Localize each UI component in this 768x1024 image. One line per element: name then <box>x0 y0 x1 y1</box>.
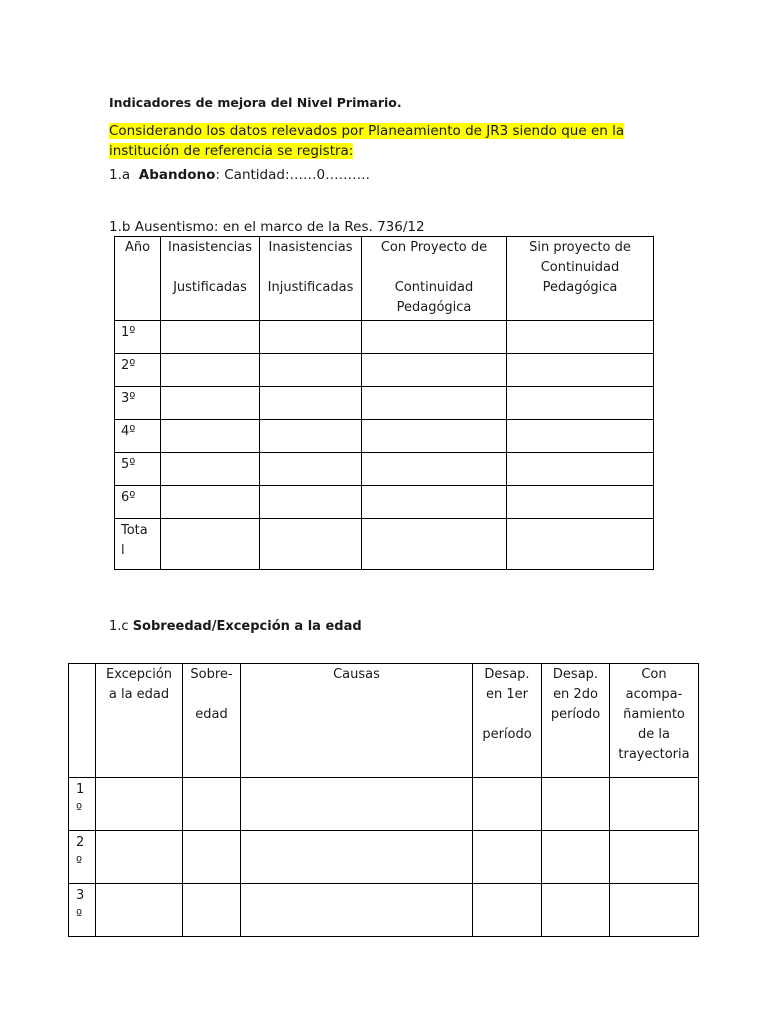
table-cell[interactable] <box>507 354 654 387</box>
table-cell[interactable] <box>241 831 473 884</box>
row-label: 1º <box>115 321 161 354</box>
header-causas: Causas <box>241 664 473 778</box>
table-cell[interactable] <box>161 387 260 420</box>
table-row <box>69 884 699 937</box>
row-label: 2º <box>115 354 161 387</box>
row-label: 3 º <box>69 884 96 937</box>
table-cell[interactable] <box>161 321 260 354</box>
table-row <box>115 453 654 486</box>
table-cell[interactable] <box>260 486 362 519</box>
table-cell[interactable] <box>473 884 542 937</box>
abandono-line <box>109 167 370 183</box>
table-cell[interactable] <box>362 420 507 453</box>
sobreedad-prefix: 1.c <box>109 619 133 634</box>
abandono-value: : Cantidad:……0………. <box>215 167 370 183</box>
header-desap-1er: Desap. en 1er período <box>473 664 542 778</box>
table-cell[interactable] <box>161 519 260 570</box>
table-row <box>115 486 654 519</box>
table-cell[interactable] <box>183 884 241 937</box>
table-cell[interactable] <box>96 778 183 831</box>
highlighted-intro-text: Considerando los datos relevados por Planeamiento de JR3 siendo que en la institución de referencia se registra: <box>109 123 625 159</box>
table-cell[interactable] <box>473 831 542 884</box>
table-cell[interactable] <box>362 387 507 420</box>
table-cell[interactable] <box>507 321 654 354</box>
abandono-prefix: 1.a <box>109 167 139 183</box>
ausentismo-heading: 1.b Ausentismo: en el marco de la Res. 736/12 <box>109 219 425 235</box>
table-cell[interactable] <box>161 354 260 387</box>
table-cell[interactable] <box>362 321 507 354</box>
row-label: 2 º <box>69 831 96 884</box>
table-cell[interactable] <box>507 519 654 570</box>
table-row <box>115 321 654 354</box>
table-cell[interactable] <box>362 354 507 387</box>
header-acompanamiento: Con acompa- ñamiento de la trayectoria <box>610 664 699 778</box>
header-sin-proyecto: Sin proyecto de Continuidad Pedagógica <box>507 237 654 321</box>
table-cell[interactable] <box>260 354 362 387</box>
sobreedad-heading <box>109 619 362 634</box>
table-cell[interactable] <box>183 831 241 884</box>
table-cell[interactable] <box>96 884 183 937</box>
table-cell[interactable] <box>260 321 362 354</box>
table-cell[interactable] <box>362 453 507 486</box>
table-cell[interactable] <box>542 778 610 831</box>
row-label: 1 º <box>69 778 96 831</box>
header-excepcion: Excepción a la edad <box>96 664 183 778</box>
header-desap-2do: Desap. en 2do período <box>542 664 610 778</box>
table-header-row <box>69 664 699 778</box>
document-title: Indicadores de mejora del Nivel Primario. <box>109 95 402 110</box>
header-injustificadas: Inasistencias Injustificadas <box>260 237 362 321</box>
table-cell[interactable] <box>161 453 260 486</box>
row-label-total: Tota l <box>115 519 161 570</box>
table-row <box>115 354 654 387</box>
table-cell[interactable] <box>473 778 542 831</box>
table-cell[interactable] <box>183 778 241 831</box>
sobreedad-label: Sobreedad/Excepción a la edad <box>132 619 362 634</box>
table-cell[interactable] <box>241 778 473 831</box>
table-cell[interactable] <box>610 778 699 831</box>
table-cell[interactable] <box>542 884 610 937</box>
table-cell[interactable] <box>260 420 362 453</box>
header-empty <box>69 664 96 778</box>
table-row <box>115 387 654 420</box>
row-label: 3º <box>115 387 161 420</box>
row-label: 4º <box>115 420 161 453</box>
table-cell[interactable] <box>610 884 699 937</box>
header-con-proyecto: Con Proyecto de Continuidad Pedagógica <box>362 237 507 321</box>
table-cell[interactable] <box>260 519 362 570</box>
table-cell[interactable] <box>507 420 654 453</box>
highlighted-intro <box>109 121 669 161</box>
sobreedad-table <box>68 663 699 937</box>
table-cell[interactable] <box>507 486 654 519</box>
table-cell[interactable] <box>260 387 362 420</box>
table-cell[interactable] <box>362 486 507 519</box>
table-cell[interactable] <box>96 831 183 884</box>
row-label: 5º <box>115 453 161 486</box>
table-row <box>69 778 699 831</box>
table-cell[interactable] <box>542 831 610 884</box>
ausentismo-table <box>114 236 654 570</box>
abandono-label: Abandono <box>138 167 216 183</box>
header-justificadas: Inasistencias Justificadas <box>161 237 260 321</box>
table-row <box>69 831 699 884</box>
table-row <box>115 420 654 453</box>
table-cell[interactable] <box>241 884 473 937</box>
table-cell[interactable] <box>260 453 362 486</box>
table-cell[interactable] <box>161 486 260 519</box>
table-row-total <box>115 519 654 570</box>
header-anio: Año <box>115 237 161 321</box>
header-sobreedad: Sobre- edad <box>183 664 241 778</box>
table-cell[interactable] <box>507 387 654 420</box>
table-cell[interactable] <box>610 831 699 884</box>
table-header-row <box>115 237 654 321</box>
row-label: 6º <box>115 486 161 519</box>
table-cell[interactable] <box>362 519 507 570</box>
table-cell[interactable] <box>161 420 260 453</box>
table-cell[interactable] <box>507 453 654 486</box>
